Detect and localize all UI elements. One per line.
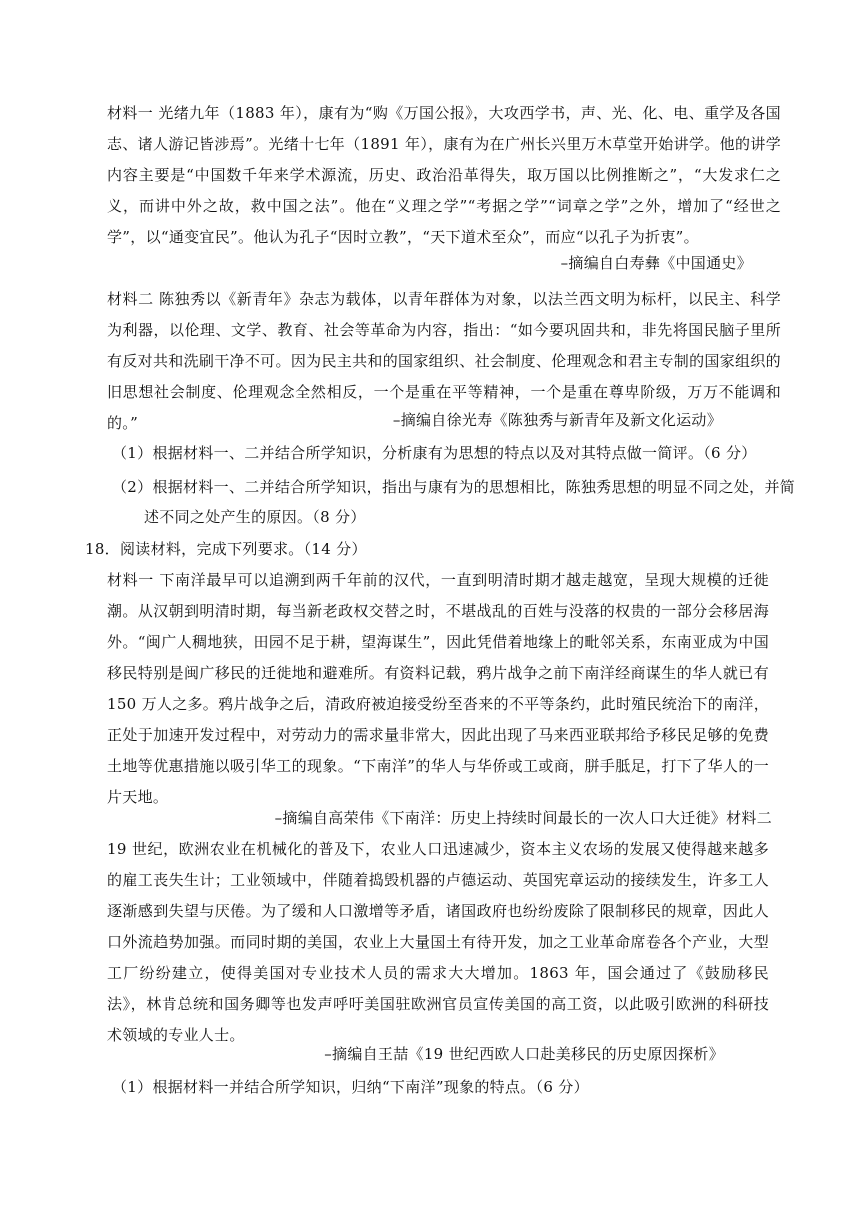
- q17-material-two: 材料二 陈独秀以《新青年》杂志为载体，以青年群体为对象，以法兰西文明为标杆，以民主、科学为利器，以伦理、文学、教育、社会等革命为内容，指出：“如今要巩固共和，非先将国民脑子里所有反对共和洗刷干净不可。因为民主共和的国家组织、社会制度、伦理观念和君主专制的国家组织的旧思想社会制度、伦理观念全然相反，一个是重在平等精神，一个是重在尊卑阶级，万万不能调和的。”: [107, 290, 781, 432]
- q18-material-two: 19 世纪，欧洲农业在机械化的普及下，农业人口迅速减少，资本主义农场的发展又使得越来越多的雇工丧失生计；工业领域中，伴随着捣毁机器的卢德运动、英国宪章运动的接续发生，许多工人逐渐感到失望与厌倦。为了缓和人口激增等矛盾，诸国政府也纷纷废除了限制移民的规章，因此人口外流趋势加强。而同时期的美国，农业上大量国土有待开发，加之工业革命席卷各个产业，大型工厂纷纷建立，使得美国对专业技术人员的需求大大增加。1863 年，国会通过了《鼓励移民法》，林肯总统和国务卿等也发声呼吁美国驻欧洲官员宣传美国的高工资，以此吸引欧洲的科研技术领域的专业人士。: [107, 840, 769, 1044]
- q17-material-two-source: –摘编自徐光寿《陈独秀与新青年及新文化运动》: [392, 411, 722, 429]
- q18-question-1: （1）根据材料一并结合所学知识，归纳“下南洋”现象的特点。（6 分）: [112, 1078, 589, 1096]
- q18-material-two-source: –摘编自王喆《19 世纪西欧人口赴美移民的历史原因探析》: [324, 1045, 724, 1063]
- q17-question-2-line-2: 述不同之处产生的原因。（8 分）: [144, 508, 366, 526]
- q17-material-one-source: –摘编自白寿彝《中国通史》: [560, 254, 752, 272]
- q17-material-one: 材料一 光绪九年（1883 年），康有为“购《万国公报》，大攻西学书，声、光、化、电、重学及各国志、诸人游记皆涉焉”。光绪十七年（1891 年），康有为在广州长兴里万木草堂开始讲学。他的讲学内容主要是“中国数千年来学术源流，历史、政治沿革得失，取万国以比例推断之”，“大发求仁之义，而讲中外之故，救中国之法”。他在“义理之学”“考据之学”“词章之学”之外，增加了“经世之学”，以“通变宜民”。他认为孔子“因时立教”，“天下道术至众”，而应“以孔子为折衷”。: [107, 104, 781, 246]
- q18-material-one-source: –摘编自高荣伟《下南洋：历史上持续时间最长的一次人口大迁徙》材料二: [274, 809, 772, 827]
- q17-question-1: （1）根据材料一、二并结合所学知识，分析康有为思想的特点以及对其特点做一简评。（6 分）: [112, 444, 757, 462]
- q17-question-2-line-1: （2）根据材料一、二并结合所学知识，指出与康有为的思想相比，陈独秀思想的明显不同之处，并简: [112, 478, 796, 496]
- q18-material-one: 材料一 下南洋最早可以追溯到两千年前的汉代，一直到明清时期才越走越宽，呈现大规模的迁徙潮。从汉朝到明清时期，每当新老政权交替之时，不堪战乱的百姓与没落的权贵的一部分会移居海外。“闽广人稠地狭，田园不足于耕，望海谋生”，因此凭借着地缘上的毗邻关系，东南亚成为中国移民特别是闽广移民的迁徙地和避难所。有资料记载，鸦片战争之前下南洋经商谋生的华人就已有 150 万人之多。鸦片战争之后，清政府被迫接受纷至沓来的不平等条约，此时殖民统治下的南洋，正处于加速开发过程中，对劳动力的需求量非常大，因此出现了马来西亚联邦给予移民足够的免费土地等优惠措施以吸引华工的现象。“下南洋”的华人与华侨或工或商，胼手胝足，打下了华人的一片天地。: [107, 571, 769, 806]
- q18-heading: 18．阅读材料，完成下列要求。（14 分）: [85, 540, 367, 558]
